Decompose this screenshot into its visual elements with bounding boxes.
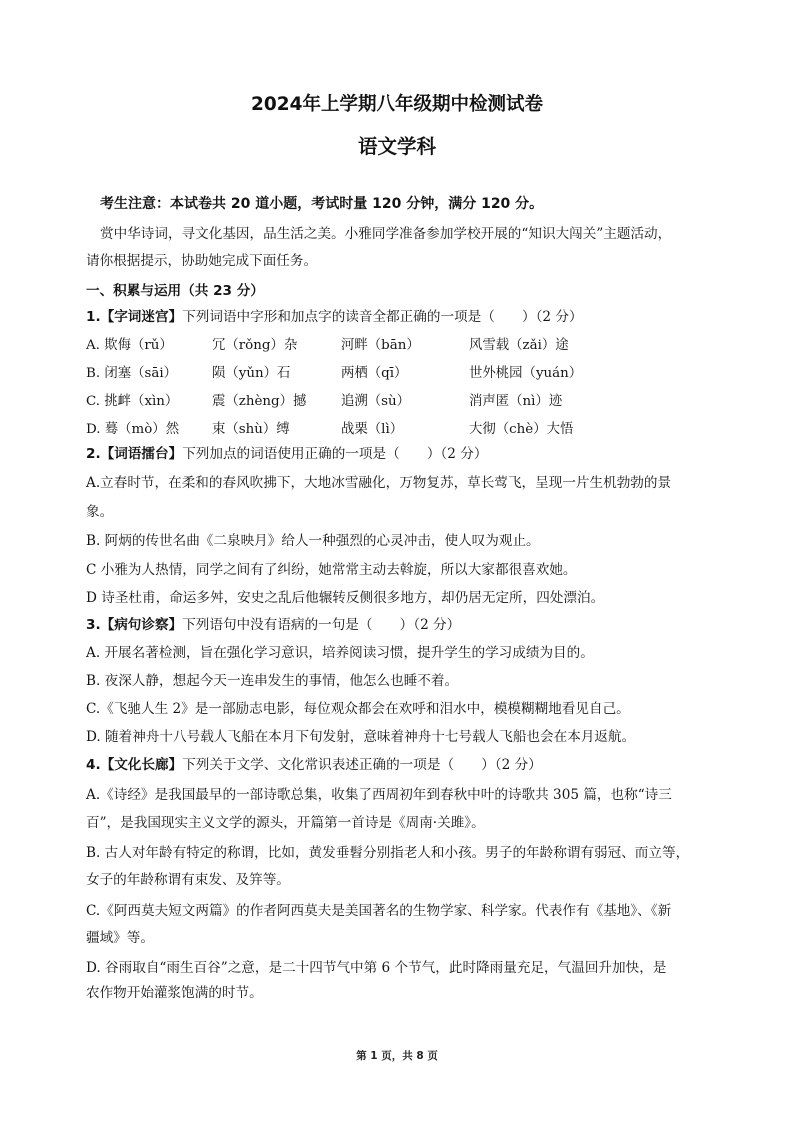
question-1 [86,309,583,325]
exam-notice: 考生注意：本试卷共 20 道小题，考试时量 120 分钟，满分 120 分。 [100,196,544,212]
q1-option-a-4: 风雪载（zǎi）途 [469,338,569,353]
q1-option-d-3: 战栗（lì） [341,422,404,437]
question-4 [86,757,542,773]
intro-line-1: 赏中华诗词，寻文化基因，品生活之美。小雅同学准备参加学校开展的“知识大闯关”主题活动， [100,226,672,242]
q2-option-b: B. 阿炳的传世名曲《二泉映月》给人一种强烈的心灵冲击，使人叹为观止。 [86,533,540,549]
q1-option-b-1: B. 闭塞（sāi） [86,366,178,381]
question-3-tag: 3.【病句诊察】 [86,617,183,633]
question-1-text: 下列词语中字形和加点字的读音全都正确的一项是（ ）（2 分） [182,309,583,325]
section-heading: 一、积累与运用（共 23 分） [86,283,264,299]
q3-option-d: D. 随着神舟十八号载人飞船在本月下旬发射，意味着神舟十七号载人飞船也会在本月返航。 [86,729,636,745]
q4-option-a-line-2: 百”，是我国现实主义文学的源头，开篇第一首诗是《周南·关雎》。 [86,815,485,831]
q3-option-c: C.《飞驰人生 2》是一部励志电影，每位观众都会在欢呼和泪水中，模模糊糊地看见自己。 [86,701,630,717]
question-1-tag: 1.【字词迷宫】 [86,309,183,325]
q4-option-d-line-2: 农作物开始灌浆饱满的时节。 [86,985,263,1001]
q4-option-b-line-2: 女子的年龄称谓有束发、及笄等。 [86,872,290,888]
question-3 [86,617,460,633]
q1-option-c-1: C. 挑衅（xìn） [86,394,179,409]
q4-option-c-line-1: C.《阿西莫夫短文两篇》的作者阿西莫夫是美国著名的生物学家、科学家。代表作有《基地》、《新 [86,903,672,919]
page-footer: 第 1 页，共 8 页 [356,1050,438,1062]
q1-option-b-4: 世外桃园（yuán） [469,366,583,381]
q3-option-b: B. 夜深人静，想起今天一连串发生的事情，他怎么也睡不着。 [86,673,459,689]
question-4-tag: 4.【文化长廊】 [86,757,183,773]
q1-option-c-4: 消声匿（nì）迹 [469,394,563,409]
q1-option-a-3: 河畔（bān） [341,338,420,353]
q3-option-a: A. 开展名著检测，旨在强化学习意识，培养阅读习惯，提升学生的学习成绩为目的。 [86,645,594,661]
question-4-text: 下列关于文学、文化常识表述正确的一项是（ ）（2 分） [182,757,542,773]
q1-option-d-1: D. 蓦（mò）然 [86,422,180,437]
question-2-text: 下列加点的词语使用正确的一项是（ ）（2 分） [182,446,488,462]
q1-option-d-2: 束（shù）缚 [212,422,290,437]
q1-option-c-3: 追溯（sù） [341,394,411,409]
q2-option-d: D 诗圣杜甫，命运多舛，安史之乱后他辗转反侧很多地方，却仍居无定所，四处漂泊。 [86,590,605,606]
q4-option-a-line-1: A.《诗经》是我国最早的一部诗歌总集，收集了西周初年到春秋中叶的诗歌共 305 篇，也称“诗三 [86,787,672,803]
question-2 [86,446,487,462]
exam-subject: 语文学科 [357,135,436,158]
q1-option-a-2: 冗（rǒng）杂 [212,338,298,353]
q1-option-a-1: A. 欺侮（rǔ） [86,338,173,353]
question-2-tag: 2.【词语擂台】 [86,446,183,462]
q1-option-b-2: 陨（yǔn）石 [212,366,291,381]
exam-title: 2024年上学期八年级期中检测试卷 [251,94,543,115]
q2-option-a-line-2: 象。 [86,504,114,520]
q1-option-c-2: 震（zhèng）撼 [212,394,307,409]
question-3-text: 下列语句中没有语病的一句是（ ）（2 分） [182,617,461,633]
q2-option-c: C 小雅为人热情，同学之间有了纠纷，她常常主动去斡旋，所以大家都很喜欢她。 [86,562,577,578]
q4-option-d-line-1: D. 谷雨取自“雨生百谷”之意，是二十四节气中第 6 个节气，此时降雨量充足，气温回升加快，是 [86,960,667,976]
q1-option-b-3: 两栖（qī） [341,366,408,381]
q1-option-d-4: 大彻（chè）大悟 [469,422,574,437]
q4-option-c-line-2: 疆域》等。 [86,930,154,946]
q4-option-b-line-1: B. 古人对年龄有特定的称谓，比如，黄发垂髫分别指老人和小孩。男子的年龄称谓有弱冠、而立等， [86,845,690,861]
intro-line-2: 请你根据提示，协助她完成下面任务。 [86,253,318,269]
q2-option-a-line-1: A.立春时节，在柔和的春风吹拂下，大地冰雪融化，万物复苏，草长莺飞，呈现一片生机勃勃的景 [86,475,672,491]
